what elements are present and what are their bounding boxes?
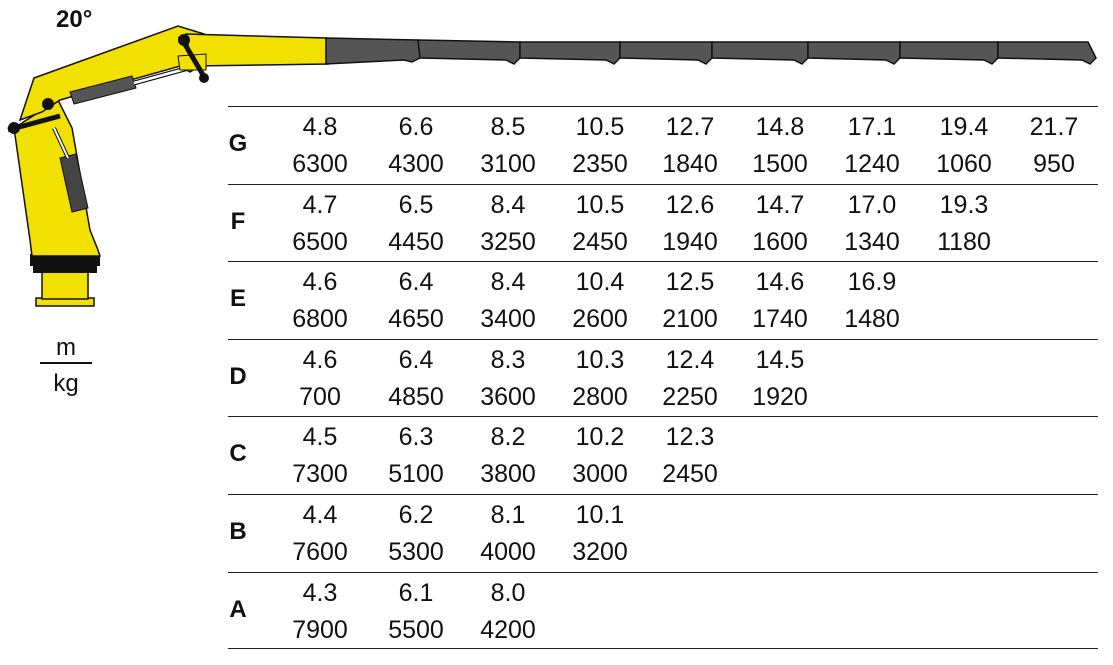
load-value: 2450	[572, 227, 628, 256]
load-value: 1240	[844, 150, 900, 178]
reach-value: 6.3	[398, 423, 434, 452]
reach-value: 10.4	[575, 268, 625, 297]
reach-value: 4.4	[302, 500, 338, 529]
reach-value: 14.5	[755, 345, 805, 374]
extension-8	[998, 42, 1096, 64]
reach-value: 21.7	[1029, 113, 1079, 141]
load-value: 7300	[292, 460, 348, 489]
reach-value: 8.3	[490, 345, 526, 374]
load-value: 1500	[752, 150, 808, 178]
extension-7	[900, 42, 998, 64]
reach-value: 4.3	[302, 578, 338, 607]
load-value: 4850	[388, 382, 444, 411]
load-value: 3800	[480, 460, 536, 489]
reach-value: 6.6	[398, 113, 434, 141]
reach-value: 12.3	[665, 423, 715, 452]
reach-value: 10.3	[575, 345, 625, 374]
load-value: 5500	[388, 615, 444, 644]
load-value: 1740	[752, 305, 808, 334]
crane-outer-boom	[186, 34, 328, 66]
load-value: 5300	[388, 537, 444, 566]
load-value: 950	[1033, 150, 1075, 178]
crane-slewing-ring-lower	[33, 265, 97, 273]
reach-value: 8.1	[490, 500, 526, 529]
table-row	[228, 572, 1098, 650]
reach-value: 19.4	[939, 113, 989, 141]
reach-value: 6.4	[398, 268, 434, 297]
reach-value: 10.2	[575, 423, 625, 452]
table-row	[228, 416, 1098, 494]
extension-3	[520, 42, 620, 64]
reach-value: 12.5	[665, 268, 715, 297]
load-value: 1920	[752, 382, 808, 411]
load-value: 7900	[292, 615, 348, 644]
extension-2	[418, 40, 520, 64]
reach-value: 16.9	[847, 268, 897, 297]
crane-base	[42, 272, 88, 299]
load-value: 4200	[480, 615, 536, 644]
reach-value: 12.4	[665, 345, 715, 374]
load-value: 1340	[844, 227, 900, 256]
reach-value: 19.3	[939, 190, 989, 219]
row-label: C	[229, 440, 247, 468]
reach-value: 17.1	[847, 113, 897, 141]
load-value: 2350	[572, 150, 628, 178]
boom-extensions	[326, 38, 1096, 64]
load-value: 4450	[388, 227, 444, 256]
row-label: F	[230, 207, 246, 235]
reach-value: 8.4	[490, 268, 526, 297]
reach-value: 6.5	[398, 190, 434, 219]
load-value: 1600	[752, 227, 808, 256]
unit-kilograms: kg	[53, 370, 79, 397]
reach-value: 8.0	[490, 578, 526, 607]
load-value: 3200	[572, 537, 628, 566]
reach-value: 6.4	[398, 345, 434, 374]
reach-value: 10.5	[575, 113, 625, 141]
load-chart-table	[228, 106, 1098, 649]
table-row	[228, 339, 1098, 417]
reach-value: 12.6	[665, 190, 715, 219]
table-row	[228, 184, 1098, 262]
row-label: B	[229, 517, 247, 545]
extension-6	[808, 42, 900, 64]
reach-value: 4.8	[302, 113, 338, 141]
load-value: 6800	[292, 305, 348, 334]
table-row	[228, 494, 1098, 572]
load-value: 2100	[662, 305, 718, 334]
load-value: 2250	[662, 382, 718, 411]
load-value: 3250	[480, 227, 536, 256]
unit-divider	[40, 362, 92, 364]
row-label: G	[228, 130, 248, 157]
extension-4	[620, 42, 712, 64]
reach-value: 4.7	[302, 190, 338, 219]
reach-value: 4.6	[302, 345, 338, 374]
reach-value: 10.1	[575, 500, 625, 529]
extension-5	[712, 42, 808, 64]
load-value: 2800	[572, 382, 628, 411]
load-value: 1180	[937, 227, 991, 256]
unit-meters: m	[56, 334, 76, 361]
row-label: E	[229, 285, 246, 313]
row-label: D	[229, 362, 247, 390]
load-value: 4300	[388, 150, 444, 178]
load-value: 3600	[480, 382, 536, 411]
load-value: 4650	[388, 305, 444, 334]
knuckle-pivot	[178, 34, 190, 46]
load-value: 700	[299, 382, 341, 411]
boom-angle-label: 20°	[56, 6, 93, 33]
reach-value: 8.2	[490, 423, 526, 452]
reach-value: 14.8	[755, 113, 805, 141]
load-value: 5100	[388, 460, 444, 489]
reach-value: 8.4	[490, 190, 526, 219]
load-value: 3100	[480, 150, 536, 178]
table-row	[228, 261, 1098, 339]
row-label: A	[229, 595, 247, 623]
load-value: 3400	[480, 305, 536, 334]
reach-value: 6.1	[398, 578, 434, 607]
extension-1	[326, 38, 420, 64]
load-value: 4000	[480, 537, 536, 566]
table-row	[228, 106, 1098, 184]
load-value: 6500	[292, 227, 348, 256]
load-value: 2600	[572, 305, 628, 334]
reach-value: 10.5	[575, 190, 625, 219]
reach-value: 12.7	[665, 113, 715, 141]
reach-value: 4.6	[302, 268, 338, 297]
reach-value: 4.5	[302, 423, 338, 452]
load-value: 1060	[936, 150, 992, 178]
reach-value: 6.2	[398, 500, 434, 529]
reach-value: 14.6	[755, 268, 805, 297]
load-value: 6300	[292, 150, 348, 178]
load-value: 1480	[844, 305, 900, 334]
load-value: 1840	[662, 150, 718, 178]
load-value: 7600	[292, 537, 348, 566]
reach-value: 17.0	[847, 190, 897, 219]
column-pivot	[42, 98, 54, 110]
load-value: 3000	[572, 460, 628, 489]
reach-value: 8.5	[490, 113, 526, 141]
load-value: 2450	[662, 460, 718, 489]
reach-value: 14.7	[755, 190, 805, 219]
load-value: 1940	[662, 227, 718, 256]
